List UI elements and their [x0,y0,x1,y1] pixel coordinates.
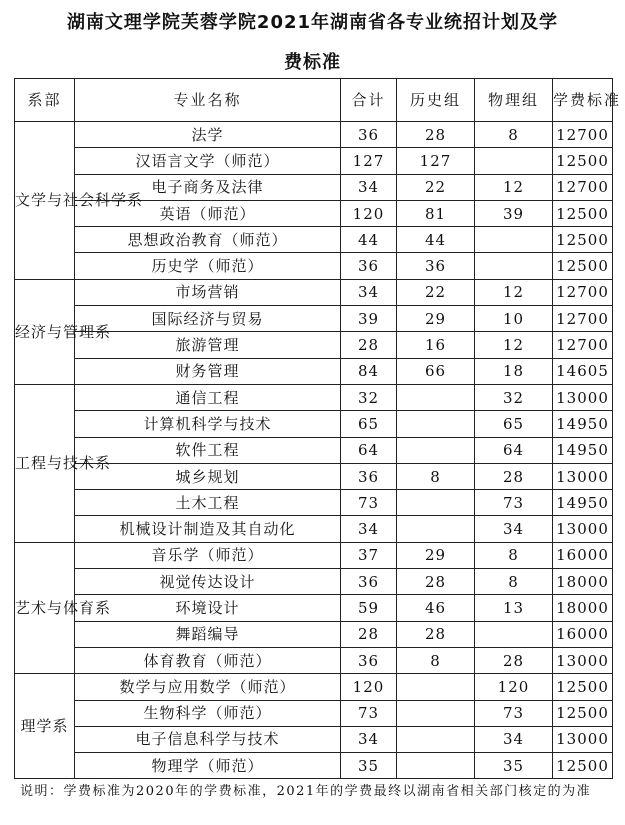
fee-cell: 13000 [553,647,613,673]
major-cell: 思想政治教育（师范） [75,227,341,253]
table-row [15,279,613,305]
total-cell: 36 [341,569,397,595]
physics-cell: 35 [475,753,553,779]
major-cell: 财务管理 [75,358,341,384]
history-cell [397,490,475,516]
header-physics: 物理组 [475,79,553,122]
fee-cell: 12500 [553,148,613,174]
header-major: 专业名称 [75,79,341,122]
major-cell: 城乡规划 [75,463,341,489]
total-cell: 39 [341,306,397,332]
major-cell: 旅游管理 [75,332,341,358]
header-dept: 系部 [15,79,75,122]
total-cell: 34 [341,174,397,200]
history-cell: 22 [397,279,475,305]
total-cell: 28 [341,621,397,647]
history-cell: 46 [397,595,475,621]
total-cell: 44 [341,227,397,253]
table-row [15,411,613,437]
table-row [15,700,613,726]
enrollment-plan-table [14,78,622,779]
fee-cell: 12500 [553,674,613,700]
physics-cell: 12 [475,174,553,200]
dept-cell: 艺术与体育系 [15,542,75,673]
physics-cell: 32 [475,384,553,410]
table-row [15,569,613,595]
table-body [15,122,613,779]
table-row [15,753,613,779]
history-cell: 44 [397,227,475,253]
table-row [15,621,613,647]
physics-cell: 8 [475,542,553,568]
fee-cell: 16000 [553,542,613,568]
physics-cell: 73 [475,490,553,516]
table-row [15,253,613,279]
total-cell: 35 [341,753,397,779]
physics-cell: 12 [475,332,553,358]
table-row [15,148,613,174]
major-cell: 生物科学（师范） [75,700,341,726]
history-cell: 8 [397,463,475,489]
fee-cell: 18000 [553,569,613,595]
history-cell: 16 [397,332,475,358]
header-total: 合计 [341,79,397,122]
physics-cell: 28 [475,463,553,489]
fee-cell: 14950 [553,490,613,516]
table-row [15,647,613,673]
history-cell [397,700,475,726]
total-cell: 37 [341,542,397,568]
fee-cell: 18000 [553,595,613,621]
fee-cell: 12700 [553,122,613,148]
major-cell: 机械设计制造及其自动化 [75,516,341,542]
major-cell: 土木工程 [75,490,341,516]
fee-cell: 12700 [553,306,613,332]
fee-cell: 12500 [553,700,613,726]
fee-cell: 12500 [553,200,613,226]
footnote: 说明：学费标准为2020年的学费标准，2021年的学费最终以湖南省相关部门核定的为准 [20,784,592,799]
fee-cell: 13000 [553,516,613,542]
history-cell [397,384,475,410]
total-cell: 73 [341,490,397,516]
table-row [15,726,613,752]
fee-cell: 14950 [553,437,613,463]
table-row [15,227,613,253]
major-cell: 数学与应用数学（师范） [75,674,341,700]
major-cell: 国际经济与贸易 [75,306,341,332]
major-cell: 视觉传达设计 [75,569,341,595]
history-cell: 29 [397,306,475,332]
total-cell: 65 [341,411,397,437]
total-cell: 28 [341,332,397,358]
total-cell: 36 [341,647,397,673]
dept-cell: 工程与技术系 [15,384,75,542]
major-cell: 软件工程 [75,437,341,463]
fee-cell: 12500 [553,253,613,279]
table-row [15,358,613,384]
physics-cell: 65 [475,411,553,437]
physics-cell: 13 [475,595,553,621]
table-row [15,542,613,568]
history-cell: 28 [397,569,475,595]
physics-cell [475,253,553,279]
total-cell: 64 [341,437,397,463]
physics-cell [475,148,553,174]
physics-cell: 39 [475,200,553,226]
total-cell: 120 [341,200,397,226]
fee-cell: 13000 [553,463,613,489]
history-cell: 36 [397,253,475,279]
physics-cell [475,227,553,253]
header-fee: 学费标准 [553,79,613,122]
fee-cell: 14605 [553,358,613,384]
history-cell: 66 [397,358,475,384]
major-cell: 环境设计 [75,595,341,621]
page-title-line2: 费标准 [284,52,341,73]
header-history: 历史组 [397,79,475,122]
total-cell: 59 [341,595,397,621]
history-cell [397,753,475,779]
history-cell: 8 [397,647,475,673]
history-cell [397,437,475,463]
dept-cell: 经济与管理系 [15,279,75,384]
physics-cell [475,621,553,647]
fee-cell: 16000 [553,621,613,647]
physics-cell: 120 [475,674,553,700]
history-cell: 28 [397,621,475,647]
table-header-row [15,79,613,122]
history-cell: 22 [397,174,475,200]
dept-cell: 理学系 [15,674,75,779]
physics-cell: 8 [475,122,553,148]
fee-cell: 12700 [553,174,613,200]
physics-cell: 34 [475,726,553,752]
page-title-line1: 湖南文理学院芙蓉学院2021年湖南省各专业统招计划及学 [66,12,559,33]
total-cell: 84 [341,358,397,384]
fee-cell: 12700 [553,279,613,305]
history-cell [397,411,475,437]
table-row [15,122,613,148]
history-cell: 28 [397,122,475,148]
total-cell: 32 [341,384,397,410]
total-cell: 34 [341,516,397,542]
major-cell: 历史学（师范） [75,253,341,279]
major-cell: 计算机科学与技术 [75,411,341,437]
major-cell: 电子商务及法律 [75,174,341,200]
total-cell: 36 [341,253,397,279]
fee-cell: 12500 [553,227,613,253]
fee-cell: 13000 [553,726,613,752]
history-cell: 29 [397,542,475,568]
major-cell: 汉语言文学（师范） [75,148,341,174]
fee-cell: 12700 [553,332,613,358]
fee-cell: 13000 [553,384,613,410]
total-cell: 120 [341,674,397,700]
major-cell: 电子信息科学与技术 [75,726,341,752]
major-cell: 英语（师范） [75,200,341,226]
total-cell: 36 [341,463,397,489]
fee-cell: 12500 [553,753,613,779]
total-cell: 127 [341,148,397,174]
physics-cell: 10 [475,306,553,332]
total-cell: 34 [341,279,397,305]
physics-cell: 34 [475,516,553,542]
major-cell: 通信工程 [75,384,341,410]
major-cell: 体育教育（师范） [75,647,341,673]
physics-cell: 18 [475,358,553,384]
history-cell [397,726,475,752]
history-cell [397,516,475,542]
history-cell: 81 [397,200,475,226]
history-cell [397,674,475,700]
major-cell: 物理学（师范） [75,753,341,779]
physics-cell: 12 [475,279,553,305]
total-cell: 73 [341,700,397,726]
major-cell: 市场营销 [75,279,341,305]
table-row [15,516,613,542]
dept-cell: 文学与社会科学系 [15,122,75,280]
major-cell: 音乐学（师范） [75,542,341,568]
table-row [15,490,613,516]
major-cell: 法学 [75,122,341,148]
table-row [15,674,613,700]
total-cell: 34 [341,726,397,752]
table-row [15,384,613,410]
physics-cell: 64 [475,437,553,463]
physics-cell: 8 [475,569,553,595]
history-cell: 127 [397,148,475,174]
major-cell: 舞蹈编导 [75,621,341,647]
physics-cell: 28 [475,647,553,673]
fee-cell: 14950 [553,411,613,437]
physics-cell: 73 [475,700,553,726]
total-cell: 36 [341,122,397,148]
